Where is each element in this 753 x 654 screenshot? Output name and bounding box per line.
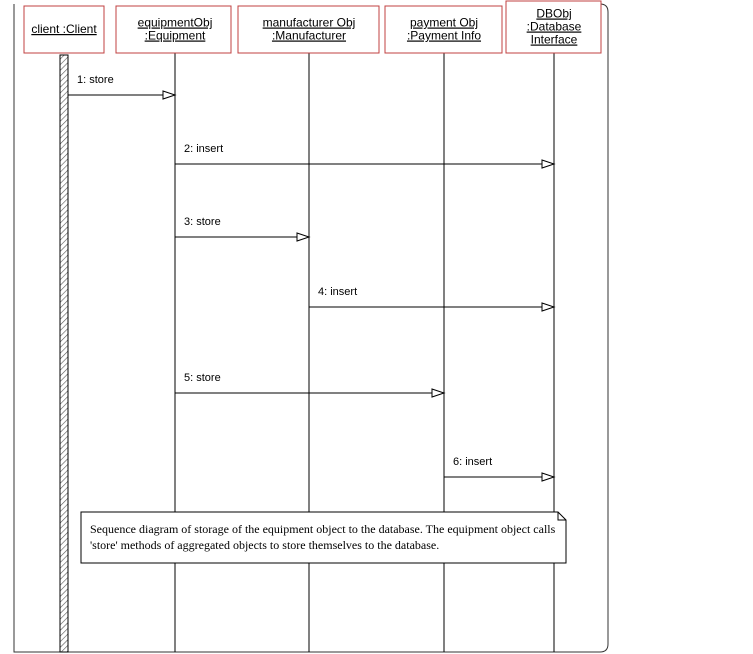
message-4 xyxy=(309,286,554,311)
message-6 xyxy=(444,456,554,481)
payment-object-label: :Payment Info xyxy=(406,28,482,43)
manufacturer-object xyxy=(238,6,379,53)
object-boxes xyxy=(24,1,601,53)
db-object xyxy=(506,1,601,53)
message-6-label: 6: insert xyxy=(453,456,493,468)
message-4-label: 4: insert xyxy=(318,286,358,298)
client-object-label: client :Client xyxy=(31,22,97,36)
manufacturer-object-label: :Manufacturer xyxy=(271,28,347,43)
equipment-object-label: equipmentObj xyxy=(137,15,213,30)
payment-object xyxy=(385,6,502,53)
equipment-object xyxy=(116,6,231,53)
message-1 xyxy=(68,74,175,99)
db-object-label: Interface xyxy=(530,32,578,47)
message-4-arrowhead xyxy=(542,303,554,311)
message-2 xyxy=(175,143,554,168)
client-object xyxy=(24,6,104,53)
message-5-arrowhead xyxy=(432,389,444,397)
db-object-label: DBObj xyxy=(536,6,572,21)
equipment-object-label: :Equipment xyxy=(144,28,206,43)
note xyxy=(81,512,566,563)
note-line-2: 'store' methods of aggregated objects to store themselves to the database. xyxy=(90,538,440,552)
message-1-arrowhead xyxy=(163,91,175,99)
manufacturer-object-label: manufacturer Obj xyxy=(262,15,356,30)
message-2-label: 2: insert xyxy=(184,143,224,155)
client-activation-bar xyxy=(60,55,68,652)
message-3-label: 3: store xyxy=(184,216,221,228)
messages xyxy=(68,74,554,481)
db-object-label: :Database xyxy=(526,19,582,34)
message-3-arrowhead xyxy=(297,233,309,241)
message-6-arrowhead xyxy=(542,473,554,481)
payment-object-label: payment Obj xyxy=(409,15,479,30)
message-2-arrowhead xyxy=(542,160,554,168)
message-1-label: 1: store xyxy=(77,74,114,86)
message-5-label: 5: store xyxy=(184,372,221,384)
note-line-1: Sequence diagram of storage of the equipment object to the database. The equipment object calls xyxy=(90,522,556,536)
message-3 xyxy=(175,216,309,241)
